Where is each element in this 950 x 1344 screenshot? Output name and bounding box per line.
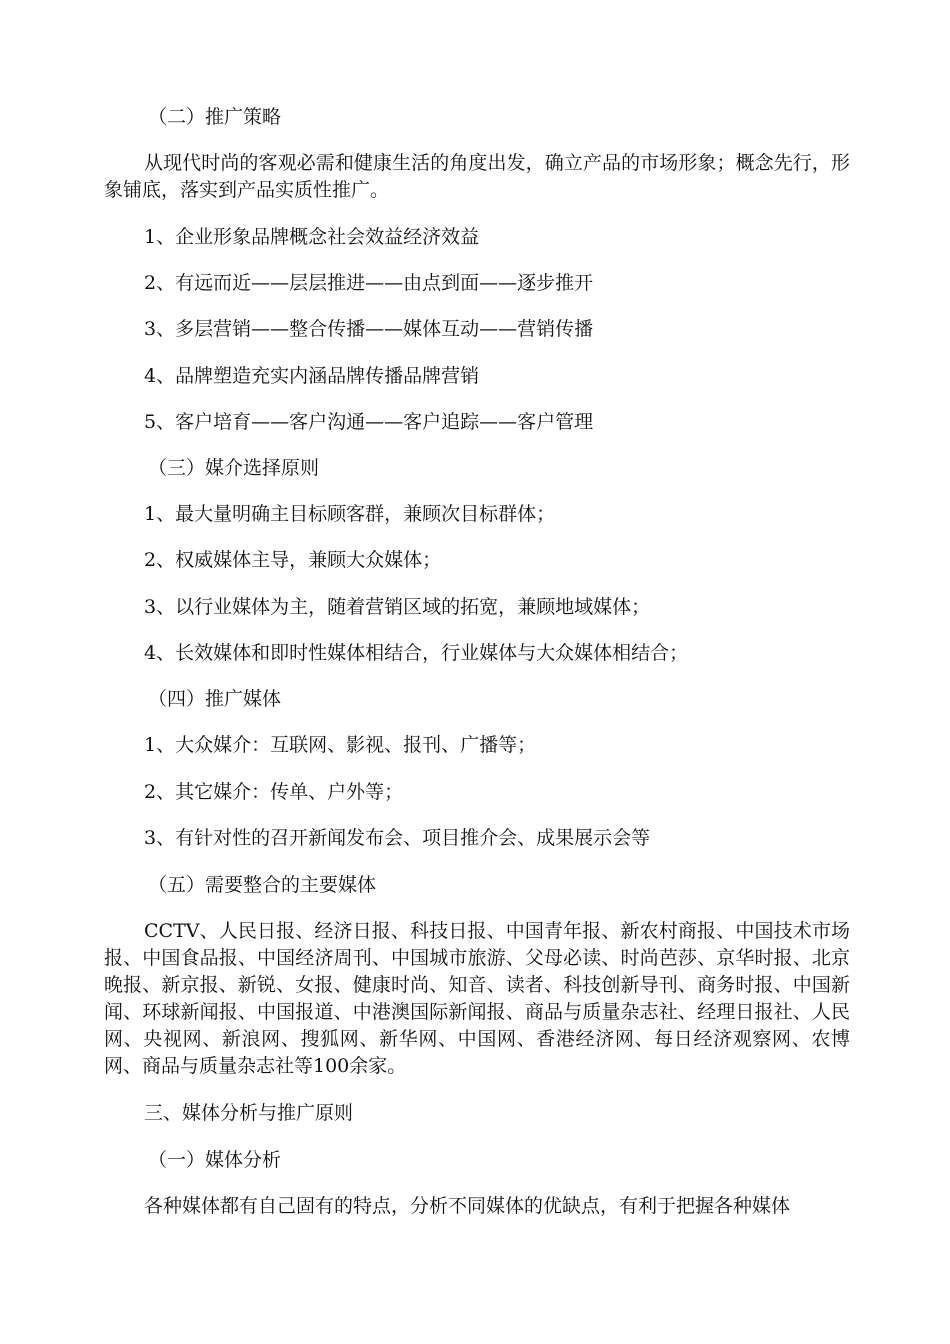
- list-item: 2、其它媒介：传单、户外等；: [144, 781, 404, 803]
- list-item: 4、品牌塑造充实内涵品牌传播品牌营销: [144, 365, 480, 387]
- list-item: 2、有远而近——层层推进——由点到面——逐步推开: [144, 272, 594, 294]
- section-heading: （四）推广媒体: [148, 688, 282, 710]
- list-item: 1、企业形象品牌概念社会效益经济效益: [144, 226, 480, 248]
- section-heading: （五）需要整合的主要媒体: [148, 874, 377, 896]
- list-item: 3、有针对性的召开新闻发布会、项目推介会、成果展示会等: [144, 827, 651, 849]
- part-heading: 三、媒体分析与推广原则: [144, 1102, 354, 1124]
- section-heading: （二）推广策略: [148, 106, 282, 128]
- list-item: 3、多层营销——整合传播——媒体互动——营销传播: [144, 318, 594, 340]
- list-item: 1、大众媒介：互联网、影视、报刊、广播等；: [144, 734, 537, 756]
- list-item: 4、长效媒体和即时性媒体相结合，行业媒体与大众媒体相结合；: [144, 642, 689, 664]
- list-item: 2、权威媒体主导，兼顾大众媒体；: [144, 549, 442, 571]
- list-item: 5、客户培育——客户沟通——客户追踪——客户管理: [144, 411, 594, 433]
- section-heading: （三）媒介选择原则: [148, 457, 320, 479]
- list-item: 1、最大量明确主目标顾客群，兼顾次目标群体；: [144, 503, 556, 525]
- paragraph: 各种媒体都有自己固有的特点，分析不同媒体的优缺点，有利于把握各种媒体: [144, 1195, 791, 1217]
- paragraph: 从现代时尚的客观必需和健康生活的角度出发，确立产品的市场形象；概念先行，形象铺底，落实到产品实质性推广。: [104, 152, 850, 201]
- section-heading: （一）媒体分析: [148, 1149, 282, 1171]
- list-item: 3、以行业媒体为主，随着营销区域的拓宽，兼顾地域媒体；: [144, 596, 651, 618]
- paragraph: CCTV、人民日报、经济日报、科技日报、中国青年报、新农村商报、中国技术市场报、中国食品报、中国经济周刊、中国城市旅游、父母必读、时尚芭莎、京华时报、北京晚报、新京报、新锐、女报、健康时尚、知音、读者、科技创新导刊、商务时报、中国新闻、环球新闻报、中国报道、中港澳国际新闻报、商品与质量杂志社、经理日报社、人民网、央视网、新浪网、搜狐网、新华网、中国网、香港经济网、每日经济观察网、农博网、商品与质量杂志社等100余家。: [104, 920, 850, 1077]
